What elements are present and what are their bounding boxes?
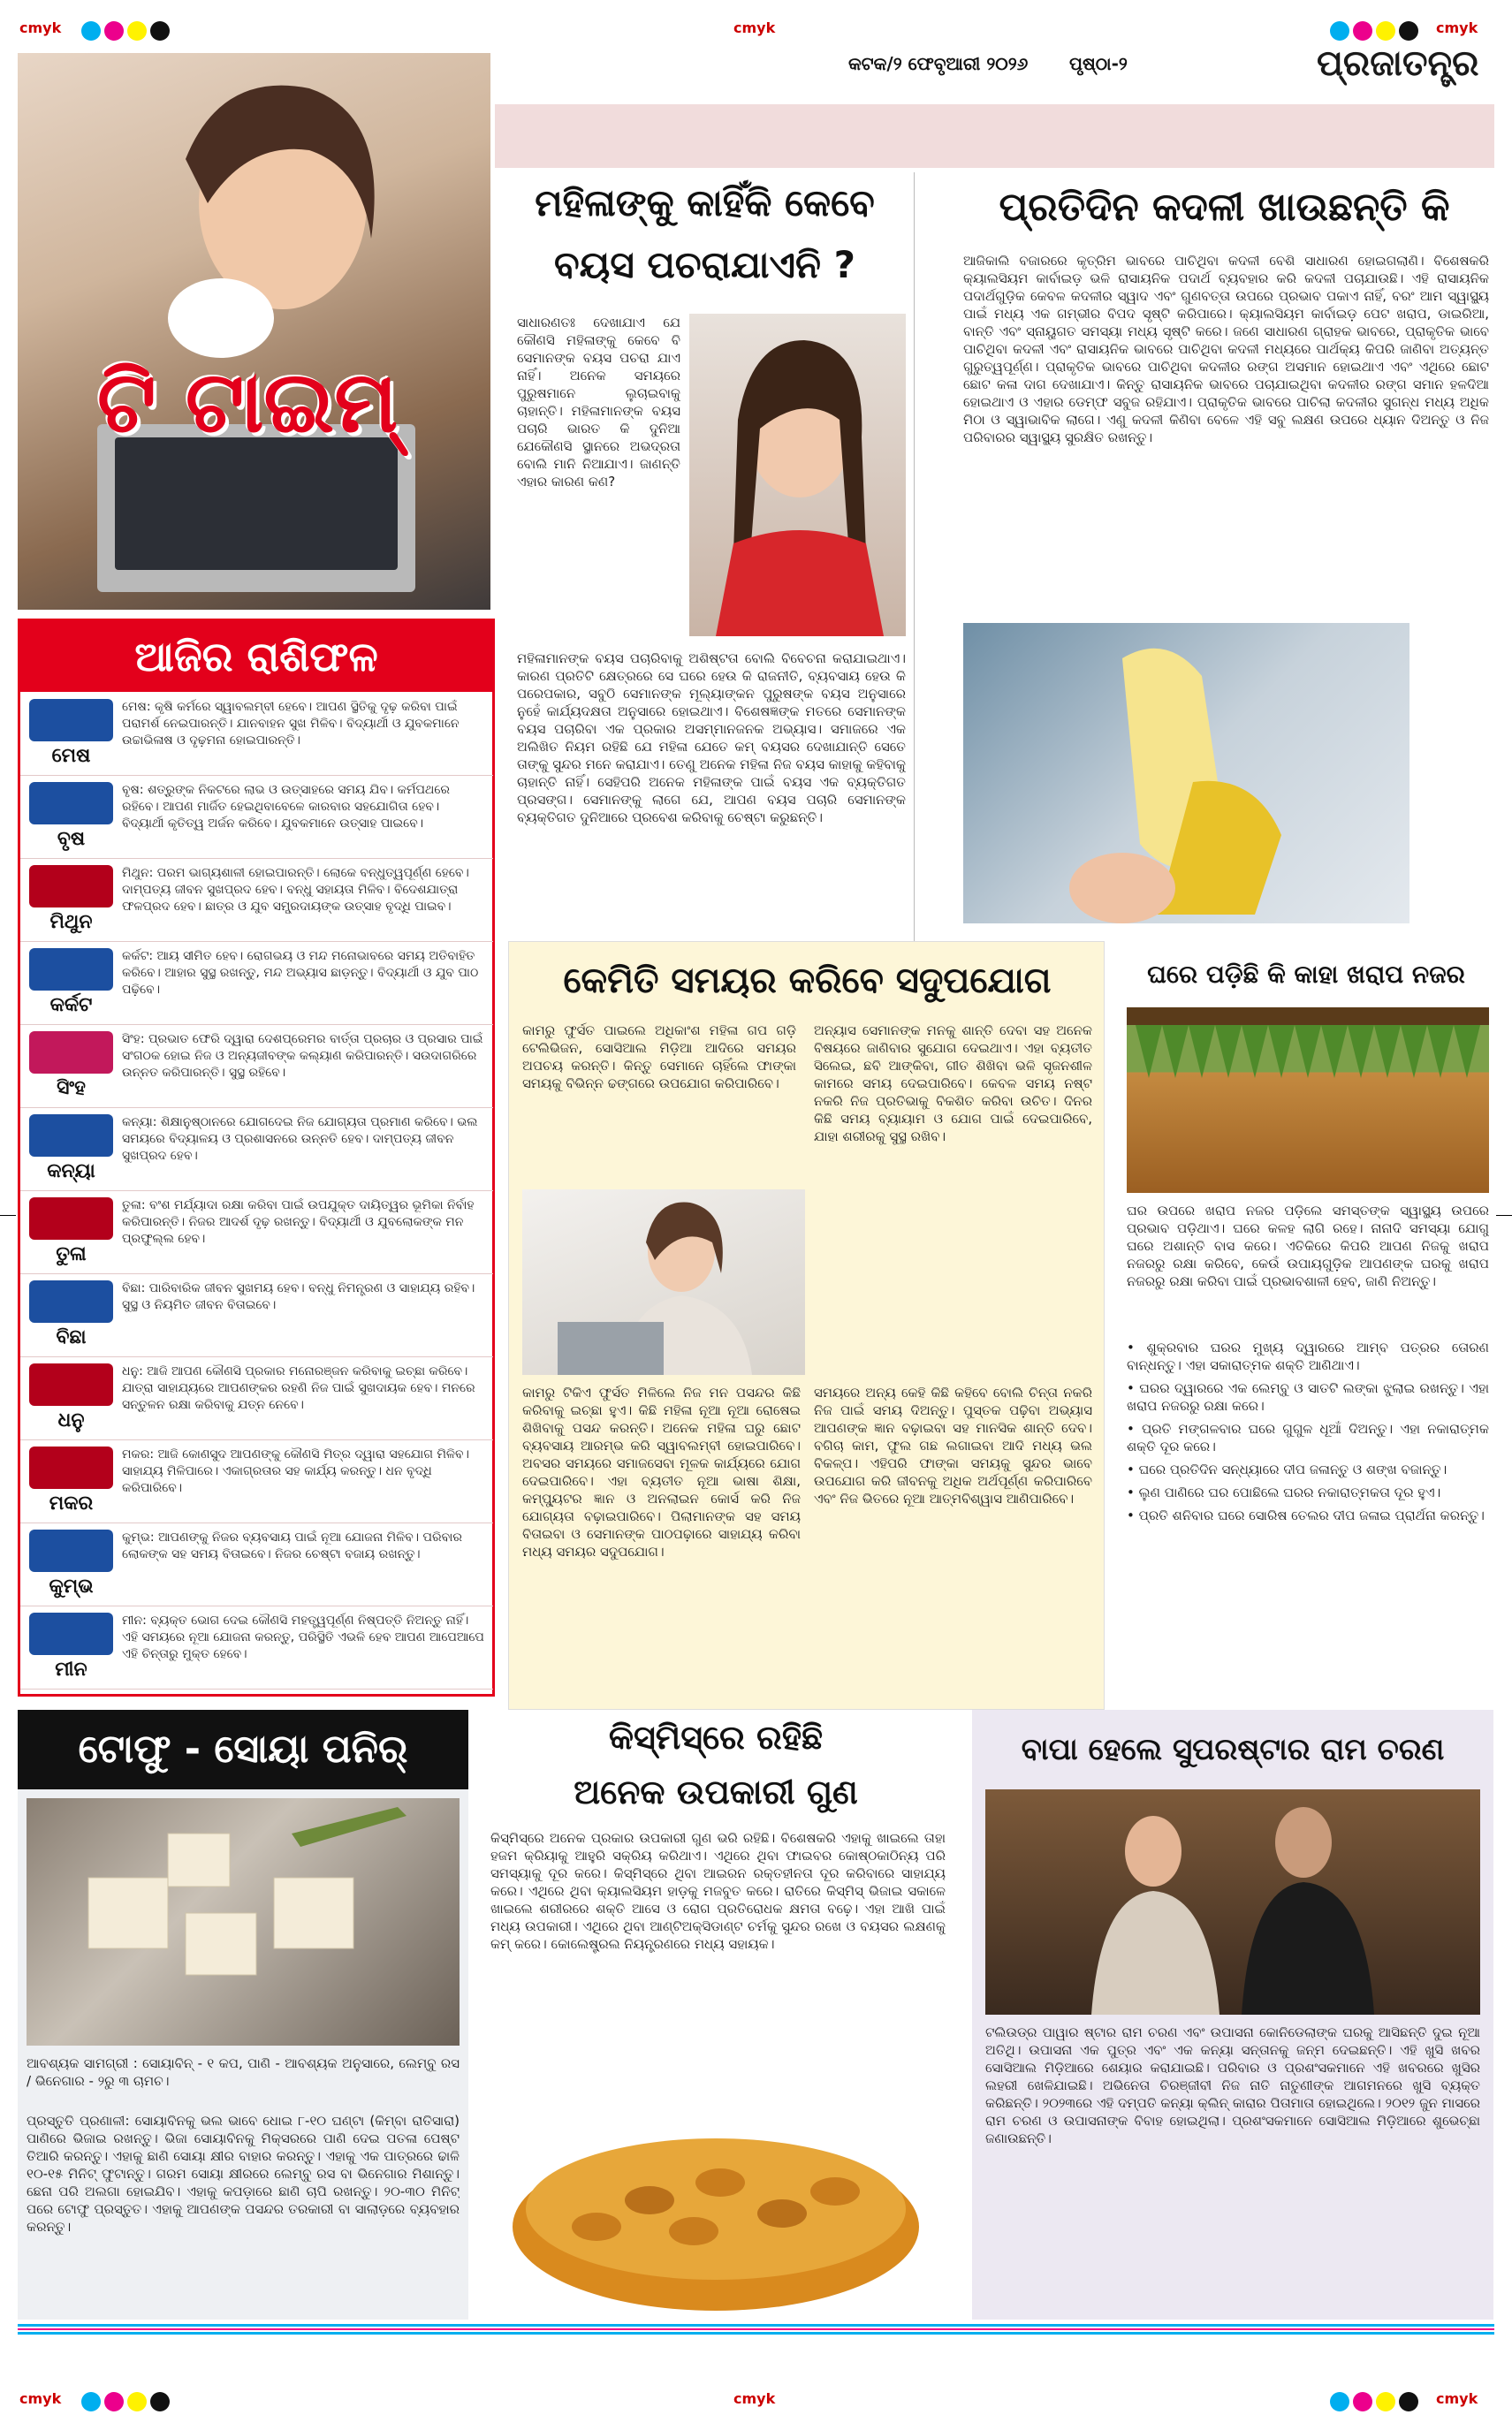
rashi-prediction: ସିଂହ: ପ୍ରଭାତ ଫେରି ଦ୍ୱାରା ଦେଶପ୍ରେମର ବାର୍ତ୍ତା ପ୍ରଚାର ଓ ପ୍ରସାର ପାଇଁ ସଂଗଠକ ହୋଇ ନିଜ ଓ ଅନ୍ୟଜୀବଙ୍କ କଲ୍ୟାଣ କରିପାରନ୍ତି। ସଉଦାଗରିରେ ଉନ୍ନତ କରିପାରନ୍ତି। ସୁସ୍ଥ ରହିବେ। bbox=[122, 1032, 483, 1080]
header-band bbox=[495, 104, 1494, 168]
rashi-name: କର୍କଟ bbox=[49, 994, 93, 1016]
aquarius-icon bbox=[29, 1530, 113, 1572]
tofu-photo bbox=[27, 1798, 460, 2046]
rashi-row bbox=[20, 1026, 493, 1108]
reg-dot-magenta bbox=[104, 21, 124, 41]
banana-article bbox=[954, 172, 1494, 932]
nazar-title: ଘରେ ପଡ଼ିଛି କି କାହା ଖରାପ ନଜର bbox=[1147, 960, 1465, 989]
rashi-row bbox=[20, 1109, 493, 1191]
cmyk-label: cmyk bbox=[19, 2390, 62, 2407]
ramcharan-body: ଟଲିଉଡ୍‌ର ପାୱାର ଷ୍ଟାର ରାମ ଚରଣ ଏବଂ ଉପାସନା କୋନିଡେଲାଙ୍କ ଘରକୁ ଆସିଛନ୍ତି ଦୁଇ ନୂଆ ଅତିଥି। ଉପାସନା ଏକ ପୁତ୍ର ଏବଂ ଏକ କନ୍ୟା ସନ୍ତାନକୁ ଜନ୍ମ ଦେଇଛନ୍ତି। ଏହି ଖୁସି ଖବର ସୋସିଆଲ ମିଡ଼ିଆରେ ଶେୟାର କରାଯାଇଛି। ପରିବାର ଓ ପ୍ରଶଂସକମାନେ ଏହି ଖବରରେ ଖୁସିର ଲହରୀ ଖେଳିଯାଇଛି। ଅଭିନେତା ଚିରଞ୍ଜୀବୀ ନିଜ ନାତି ନାତୁଣୀଙ୍କ ଆଗମନରେ ଖୁସି ବ୍ୟକ୍ତ କରିଛନ୍ତି। ୨୦୨୩ରେ ଏହି ଦମ୍ପତି କନ୍ୟା କ୍ଲିନ୍ କାରାର ପିତାମାତା ହୋଇଥିଲେ। ୨୦୧୨ ଜୁନ ମାସରେ ରାମ ଚରଣ ଓ ଉପାସନାଙ୍କ ବିବାହ ହୋଇଥିଲା। ପ୍ରଶଂସକମାନେ ସୋସିଆଲ ମିଡ଼ିଆରେ ଶୁଭେଚ୍ଛା ଜଣାଉଛନ୍ତି। bbox=[985, 2024, 1480, 2146]
ramcharan-article bbox=[972, 1710, 1493, 2320]
rashi-row bbox=[20, 1275, 493, 1357]
capricorn-icon bbox=[29, 1447, 113, 1489]
ramcharan-title: ବାପା ହେଲେ ସୁପରଷ୍ଟାର ରାମ ଚରଣ bbox=[1021, 1732, 1445, 1767]
top-left-cmyk bbox=[19, 19, 196, 46]
reg-dot-black bbox=[150, 21, 170, 41]
time-body3: ସମୟରେ ଅନ୍ୟ କେହି କିଛି କହିବେ ବୋଲି ଚିନ୍ତା ନକରି ନିଜ ପାଇଁ ସମୟ ଦିଅନ୍ତୁ। ପୁସ୍ତକ ପଢ଼ିବା ଅଭ୍ୟାସ ଆପଣଙ୍କ ଜ୍ଞାନ ବଢ଼ାଇବା ସହ ମାନସିକ ଶାନ୍ତି ଦେବ। ବଗିଚା କାମ, ଫୁଲ ଗଛ ଲଗାଇବା ଆଦି ମଧ୍ୟ ଭଲ ବିକଳ୍ପ। ଏହିପରି ଫାଙ୍କା ସମୟକୁ ସୁନ୍ଦର ଭାବେ ଉପଯୋଗ କରି ଜୀବନକୁ ଅଧିକ ଅର୍ଥପୂର୍ଣ୍ଣ କରିପାରିବେ ଏବଂ ନିଜ ଭିତରେ ନୂଆ ଆତ୍ମବିଶ୍ୱାସ ଆଣିପାରିବେ। bbox=[814, 1385, 1092, 1507]
woman-with-cup-illustration bbox=[18, 53, 490, 610]
rashifal-title: ଆଜିର ରାଶିଫଳ bbox=[20, 621, 492, 692]
tea-time-photo bbox=[18, 53, 490, 610]
taurus-icon bbox=[29, 782, 113, 824]
rashi-prediction: ବୃଷ: ଶତ୍ରୁଙ୍କ ନିକଟରେ ଲାଭ ଓ ଉତ୍ସାହରେ ସମୟ ଯିବ। କର୍ମପଥରେ ରହିବେ। ଆପଣ ମାର୍ଜିତ ହେଇଥିବାବେଳେ କାରବାର ସହଯୋଗିତା ହେବ। ବିଦ୍ୟାର୍ଥୀ କୃତିତ୍ୱ ଅର୍ଜନ କରିବେ। ଯୁବକମାନେ ଉତ୍ସାହ ପାଇବେ। bbox=[122, 783, 451, 831]
pisces-icon bbox=[29, 1613, 113, 1655]
scorpio-icon bbox=[29, 1280, 113, 1323]
bottom-color-rule bbox=[18, 2324, 1494, 2335]
rashi-name: କନ୍ୟା bbox=[47, 1160, 95, 1182]
rashi-row bbox=[20, 1192, 493, 1274]
dateline: କଟକ/୨ ଫେବୃଆରୀ ୨୦୨୬ bbox=[848, 53, 1029, 74]
tofu-cubes-illustration bbox=[27, 1798, 460, 2046]
rashi-prediction: ମେଷ: କୃଷି କର୍ମରେ ସ୍ୱାବଲମ୍ବୀ ହେବେ। ଆପଣ ସ୍ଥିତିକୁ ଦୃଢ଼ କରିବା ପାଇଁ ପରାମର୍ଶ ନେଇପାରନ୍ତି। ଯାନବାହନ ସୁଖ ମିଳିବ। ବିଦ୍ୟାର୍ଥୀ ଓ ଯୁବକମାନେ ଉଚ୍ଚାଭିଳାଷ ଓ ଦୃଢ଼ମନା ହୋଇପାରନ୍ତି। bbox=[122, 700, 460, 748]
rashi-row bbox=[20, 694, 493, 776]
time-title: କେମିତି ସମୟର କରିବେ ସଦୁପଯୋଗ bbox=[563, 961, 1052, 1001]
nazar-tip: • ପ୍ରତି ଶନିବାର ଘରେ ସୋରିଷ ତେଲର ଦୀପ ଜଳାଇ ପ୍ରାର୍ଥନା କରନ୍ତୁ। bbox=[1127, 1507, 1485, 1523]
rashi-name: ଧନୁ bbox=[57, 1409, 85, 1431]
banana-title: ପ୍ରତିଦିନ କଦଳୀ ଖାଉଛନ୍ତି କି bbox=[999, 185, 1450, 230]
rashi-row bbox=[20, 777, 493, 859]
rashi-name: ତୁଳା bbox=[56, 1243, 87, 1265]
cmyk-label: cmyk bbox=[733, 2390, 776, 2407]
cancer-icon bbox=[29, 948, 113, 991]
rashi-prediction: ମିଥୁନ: ପରମ ଭାଗ୍ୟଶାଳୀ ହୋଇପାରନ୍ତି। ଲୋକେ ବନ୍ଧୁତ୍ୱପୂର୍ଣ୍ଣ ହେବେ। ଦାମ୍ପତ୍ୟ ଜୀବନ ସୁଖପ୍ରଦ ହେବ। ବନ୍ଧୁ ସହାୟତା ମିଳିବ। ବିଦେଶଯାତ୍ରା ଫଳପ୍ରଦ ହେବ। ଛାତ୍ର ଓ ଯୁବ ସମ୍ପ୍ରଦାୟଙ୍କ ଉତ୍ସାହ ବୃଦ୍ଧି ପାଇବ। bbox=[122, 866, 469, 914]
time-col2: ଅନ୍ୟାସ ସେମାନଙ୍କ ମନକୁ ଶାନ୍ତି ଦେବା ସହ ଅନେକ ବିଷୟରେ ଜାଣିବାର ସୁଯୋଗ ଦେଇଥାଏ। ଏହା ବ୍ୟତୀତ ସିଲେଇ, ଛବି ଆଙ୍କିବା, ଗୀତ ଶିଖିବା ଭଳି ସୃଜନଶୀଳ କାମରେ ସମୟ ଦେଇପାରିବେ। କେବଳ ସମୟ ନଷ୍ଟ ନକରି ନିଜ ପ୍ରତିଭାକୁ ବିକଶିତ କରିବା ଉଚିତ। ଦିନର କିଛି ସମୟ ବ୍ୟାୟାମ ଓ ଯୋଗ ପାଇଁ ଦେଇପାରିବେ, ଯାହା ଶରୀରକୁ ସୁସ୍ଥ ରଖିବ। bbox=[814, 1022, 1092, 1144]
bottom-left-cmyk bbox=[19, 2390, 196, 2417]
tofu-title: ଟୋଫୁ - ସୋୟା ପନିର୍ bbox=[18, 1710, 468, 1789]
nazar-body: ଘର ଉପରେ ଖରାପ ନଜର ପଡ଼ିଲେ ସମସ୍ତଙ୍କ ସ୍ୱାସ୍ଥ୍ୟ ଉପରେ ପ୍ରଭାବ ପଡ଼ିଥାଏ। ଘରେ କଳହ ଲାଗି ରହେ। ନାନାଦି ସମସ୍ୟା ଯୋଗୁ ଘରେ ଅଶାନ୍ତି ବାସ କରେ। ଏତିକିରେ କିପରି ଆପଣ ନିଜକୁ ଖରାପ ନଜରରୁ ରକ୍ଷା କରିବେ, କେଉଁ ଉପାୟଗୁଡ଼ିକ ଆପଣଙ୍କ ଘରକୁ ଖରାପ ନଜରରୁ ରକ୍ଷା କରିବା ପାଇଁ ପ୍ରଭାବଶାଳୀ ହେବ, ଜାଣି ନିଅନ୍ତୁ। bbox=[1127, 1203, 1489, 1289]
tofu-article bbox=[18, 1710, 468, 2320]
reg-dot-black bbox=[1399, 2392, 1418, 2411]
rashi-name: ମେଷ bbox=[51, 745, 91, 767]
nazar-tip: • ପ୍ରତି ମଙ୍ଗଳବାର ଘରେ ଗୁଗୁଳ ଧୂଆଁ ଦିଅନ୍ତୁ। ଏହା ନକାରାତ୍ମକ ଶକ୍ତି ଦୂର କରେ। bbox=[1127, 1421, 1489, 1454]
rashi-row bbox=[20, 1524, 493, 1606]
time-article bbox=[508, 941, 1105, 1710]
aging-title-line1: ମହିଳାଙ୍କୁ କାହିଁକି କେବେ bbox=[535, 181, 875, 224]
rashi-row bbox=[20, 860, 493, 942]
rashi-row bbox=[20, 1441, 493, 1523]
rashi-prediction: ତୁଳା: ବଂଶ ମର୍ଯ୍ୟାଦା ରକ୍ଷା କରିବା ପାଇଁ ଉପଯୁକ୍ତ ଦାୟିତ୍ୱର ଭୂମିକା ନିର୍ବାହ କରିପାରନ୍ତି। ନିଜର ଆଦର୍ଶ ଦୃଢ଼ ରଖନ୍ତୁ। ବିଦ୍ୟାର୍ଥୀ ଓ ଯୁବଲୋକଙ୍କ ମନ ପ୍ରଫୁଲ୍ଲ ହେବ। bbox=[122, 1198, 475, 1246]
cmyk-label: cmyk bbox=[733, 19, 776, 36]
rashi-prediction: ବିଛା: ପାରିବାରିକ ଜୀବନ ସୁଖମୟ ହେବ। ବନ୍ଧୁ ନିମନ୍ତ୍ରଣ ଓ ସାହାଯ୍ୟ ରହିବ। ସୁସ୍ଥ ଓ ନିୟମିତ ଜୀବନ ବିତାଇବେ। bbox=[122, 1281, 475, 1312]
nazar-tip: • ଶୁକ୍ରବାର ଘରର ମୁଖ୍ୟ ଦ୍ୱାରରେ ଆମ୍ବ ପତ୍ରର ତୋରଣ ବାନ୍ଧନ୍ତୁ। ଏହା ସକାରାତ୍ମକ ଶକ୍ତି ଆଣିଥାଏ। bbox=[1127, 1340, 1489, 1373]
aging-intro: ସାଧାରଣତଃ ଦେଖାଯାଏ ଯେ କୌଣସି ମହିଳାଙ୍କୁ କେବେ ବି ସେମାନଙ୍କ ବୟସ ପଚରା ଯାଏ ନାହିଁ। ଅନେକ ସମୟରେ ପୁରୁଷମାନେ ଲୁଚାଇବାକୁ ଚାହାନ୍ତି। ମହିଳାମାନଙ୍କ ବୟସ ପଚାରି ଭାରତ କି ଦୁନିଆ ଯେକୌଣସି ସ୍ଥାନରେ ଅଭଦ୍ରତା ବୋଲି ମାନି ନିଆଯାଏ। ଜାଣନ୍ତି ଏହାର କାରଣ କଣ? bbox=[517, 315, 680, 490]
cmyk-label: cmyk bbox=[1436, 19, 1478, 36]
rashi-row bbox=[20, 1607, 493, 1690]
rashi-name: ବିଛା bbox=[56, 1326, 87, 1348]
tofu-ingredients: ଆବଶ୍ୟକ ସାମଗ୍ରୀ : ସୋୟାବିନ୍ - ୧ କପ, ପାଣି - ଆବଶ୍ୟକ ଅନୁସାରେ, ଲେମ୍ବୁ ରସ / ଭିନେଗାର - ୨ରୁ ୩ ଚାମଚ। bbox=[27, 2055, 460, 2089]
sagittarius-icon bbox=[29, 1363, 113, 1406]
page-number: ପୃଷ୍ଠା-୨ bbox=[1069, 53, 1128, 74]
reg-dot-yellow bbox=[127, 2392, 147, 2411]
virgo-icon bbox=[29, 1114, 113, 1157]
nazar-tip: • ଲୁଣ ପାଣିରେ ଘର ପୋଛିଲେ ଘରର ନକାରାତ୍ମକତା ଦୂର ହୁଏ। bbox=[1127, 1485, 1441, 1500]
rashi-name: ମିଥୁନ bbox=[49, 911, 93, 933]
leo-icon bbox=[29, 1031, 113, 1074]
aries-icon bbox=[29, 699, 113, 741]
couple-photo-illustration bbox=[985, 1789, 1480, 2015]
top-center-cmyk bbox=[733, 19, 786, 46]
rashi-prediction: କର୍କଟ: ଆୟ ସୀମିତ ହେବ। ରୋଗଭୟ ଓ ମନ୍ଦ ମନୋଭାବରେ ସମୟ ଅତିବାହିତ କରିବେ। ଆହାର ସୁସ୍ଥ ରଖନ୍ତୁ, ମନ୍ଦ ଅଭ୍ୟାସ ଛାଡ଼ନ୍ତୁ। ବିଦ୍ୟାର୍ଥୀ ଓ ଯୁବ ପାଠ ପଢ଼ିବେ। bbox=[122, 949, 479, 997]
aging-body: ମହିଳାମାନଙ୍କ ବୟସ ପଚାରିବାକୁ ଅଶିଷ୍ଟତା ବୋଲି ବିବେଚନା କରାଯାଇଥାଏ। କାରଣ ପ୍ରତିଟି କ୍ଷେତ୍ରରେ ସେ ଘରେ ହେଉ କି ରାଜନୀତି, ବ୍ୟବସାୟ ହେଉ କି ପରେପକାର, ସବୁଠି ସେମାନଙ୍କ ମୂଲ୍ୟାଙ୍କନ ପୁରୁଷଙ୍କ ବୟସ ଅନୁସାରେ ନୁହେଁ କାର୍ଯ୍ୟଦକ୍ଷତା ଅନୁସାରେ ହୋଇଥାଏ। ବିଶେଷଜ୍ଞଙ୍କ ମତରେ ସେମାନଙ୍କ ବୟସ ପଚାରିବା ଏକ ପ୍ରକାର ଅସମ୍ମାନଜନକ ଅଭ୍ୟାସ। ସମାଜରେ ଏକ ଅଲିଖିତ ନିୟମ ରହିଛି ଯେ ମହିଳା ଯେତେ କମ୍ ବୟସର ଦେଖାଯାନ୍ତି ସେତେ ତାଙ୍କୁ ସୁନ୍ଦର ମନେ କରାଯାଏ। ତେଣୁ ଅନେକ ମହିଳା ନିଜ ବୟସ କାହାକୁ କହିବାକୁ ଚାହାନ୍ତି ନାହିଁ। ସେହିପରି ଅନେକ ମହିଳାଙ୍କ ପାଇଁ ବୟସ ଏକ ବ୍ୟକ୍ତିଗତ ପ୍ରସଙ୍ଗ। ସେମାନଙ୍କୁ ଲାଗେ ଯେ, ଆପଣ ବୟସ ପଚାରି ସେମାନଙ୍କ ବ୍ୟକ୍ତିଗତ ଦୁନିଆରେ ପ୍ରବେଶ କରିବାକୁ ଚେଷ୍ଟା କରୁଛନ୍ତି। bbox=[517, 650, 906, 825]
kishmish-body: କିସ୍ମିସ୍‌ରେ ଅନେକ ପ୍ରକାର ଉପକାରୀ ଗୁଣ ଭରି ରହିଛି। ବିଶେଷକରି ଏହାକୁ ଖାଇଲେ ତାହା ହଜମ କ୍ରିୟାକୁ ଆହୁରି ସକ୍ରିୟ କରିଥାଏ। ଏଥିରେ ଥିବା ଫାଇବର କୋଷ୍ଠକାଠିନ୍ୟ ପରି ସମସ୍ୟାକୁ ଦୂର କରେ। କିସ୍ମିସ୍‌ରେ ଥିବା ଆଇରନ ରକ୍ତହୀନତା ଦୂର କରିବାରେ ସାହାଯ୍ୟ କରେ। ଏଥିରେ ଥିବା କ୍ୟାଲସିୟମ ହାଡ଼କୁ ମଜବୁତ କରେ। ରାତିରେ କିସ୍ମିସ୍ ଭିଜାଇ ସକାଳେ ଖାଇଲେ ଶରୀରରେ ଶକ୍ତି ଆସେ ଓ ରୋଗ ପ୍ରତିରୋଧକ କ୍ଷମତା ବଢ଼େ। ଏହା ଆଖି ପାଇଁ ମଧ୍ୟ ଉପକାରୀ। ଏଥିରେ ଥିବା ଆଣ୍ଟିଅକ୍ସିଡାଣ୍ଟ ଚର୍ମକୁ ସୁନ୍ଦର ରଖେ ଓ ବୟସର ଲକ୍ଷଣକୁ କମ୍ କରେ। କୋଲେଷ୍ଟ୍ରଲ ନିୟନ୍ତ୍ରଣରେ ମଧ୍ୟ ସହାୟକ। bbox=[490, 1830, 946, 1952]
rashi-row bbox=[20, 943, 493, 1025]
kishmish-title-line1: କିସ୍ମିସ୍‌ରେ ରହିଛି bbox=[608, 1718, 824, 1757]
rashi-name: ମୀନ bbox=[55, 1659, 87, 1681]
nazar-photo bbox=[1127, 1007, 1489, 1193]
rashi-prediction: କୁମ୍ଭ: ଆପଣଙ୍କୁ ନିଜର ବ୍ୟବସାୟ ପାଇଁ ନୂଆ ଯୋଜନା ମିଳିବ। ପରିବାର ଲୋକଙ୍କ ସହ ସମୟ ବିତାଇବେ। ନିଜର ଚେଷ୍ଟା ବଜାୟ ରଖନ୍ତୁ। bbox=[122, 1530, 462, 1561]
rashi-name: ବୃଷ bbox=[57, 828, 86, 850]
gemini-icon bbox=[29, 865, 113, 907]
cmyk-label: cmyk bbox=[1436, 2390, 1478, 2407]
rashi-prediction: ମକର: ଆଜି କୋଣସୁଦ ଆପଣଙ୍କୁ କୌଣସି ମିତ୍ର ଦ୍ୱାରା ସହଯୋଗ ମିଳିବ। ସାହାଯ୍ୟ ମିଳିପାରେ। ଏକାଗ୍ରତାର ସହ କାର୍ଯ୍ୟ କରନ୍ତୁ। ଧନ ବୃଦ୍ଧି କରିପାରିବେ। bbox=[122, 1447, 469, 1495]
reg-dot-black bbox=[150, 2392, 170, 2411]
kishmish-title-line2: ଅନେକ ଉପକାରୀ ଗୁଣ bbox=[574, 1773, 858, 1811]
smiling-woman-illustration bbox=[689, 314, 906, 636]
rashifal-section bbox=[18, 619, 495, 1697]
cmyk-label: cmyk bbox=[19, 19, 62, 36]
mango-leaf-toran-illustration bbox=[1127, 1007, 1489, 1193]
rashi-name: କୁମ୍ଭ bbox=[49, 1576, 94, 1598]
reg-dot-yellow bbox=[1376, 21, 1395, 41]
aging-title-line2: ବୟସ ପଚରାଯାଏନି ? bbox=[554, 243, 855, 286]
kishmish-photo bbox=[499, 2103, 932, 2315]
rashi-prediction: ମୀନ: ବ୍ୟକ୍ତ ଭୋଗ ଦେଇ କୌଣସି ମହତ୍ତ୍ୱପୂର୍ଣ୍ଣ ନିଷ୍ପତ୍ତି ନିଅନ୍ତୁ ନାହିଁ। ଏହି ସମୟରେ ନୂଆ ଯୋଜନା କରନ୍ତୁ, ପରିସ୍ଥିତି ଏଭଳି ହେବ ଆପଣ ଆପେଆପେ ଏହି ଚିନ୍ତାରୁ ମୁକ୍ତ ହେବେ। bbox=[122, 1614, 484, 1661]
aging-photo bbox=[689, 314, 906, 636]
rashifal-list bbox=[20, 694, 492, 1692]
kishmish-article bbox=[482, 1710, 950, 2320]
tofu-method: ପ୍ରସ୍ତୁତି ପ୍ରଣାଳୀ: ସୋୟାବିନକୁ ଭଲ ଭାବେ ଧୋଇ ୮-୧୦ ଘଣ୍ଟା (କିମ୍ବା ରାତିସାରା) ପାଣିରେ ଭିଜାଇ ରଖନ୍ତୁ। ଭିଜା ସୋୟାବିନକୁ ମିକ୍ସରରେ ପାଣି ଦେଇ ପତଳା ପେଷ୍ଟ ତିଆରି କରନ୍ତୁ। ଏହାକୁ ଛାଣି ସୋୟା କ୍ଷୀର ବାହାର କରନ୍ତୁ। ଏହାକୁ ଏକ ପାତ୍ରରେ ଢାଳି ୧୦-୧୫ ମିନିଟ୍ ଫୁଟାନ୍ତୁ। ଗରମ ସୋୟା କ୍ଷୀରରେ ଲେମ୍ବୁ ରସ ବା ଭିନେଗାର ମିଶାନ୍ତୁ। ଛେନା ପରି ଅଲଗା ହୋଇଯିବ। ଏହାକୁ କପଡ଼ାରେ ଛାଣି ଚାପି ରଖନ୍ତୁ। ୨୦-୩୦ ମିନିଟ୍ ପରେ ଟୋଫୁ ପ୍ରସ୍ତୁତ। ଏହାକୁ ଆପଣଙ୍କ ପସନ୍ଦର ତରକାରୀ ବା ସାଲାଡ଼ରେ ବ୍ୟବହାର କରନ୍ତୁ। bbox=[27, 2113, 460, 2235]
rashi-row bbox=[20, 1358, 493, 1440]
bottom-center-cmyk bbox=[733, 2390, 786, 2417]
woman-with-phone-illustration bbox=[522, 1189, 805, 1375]
reg-dot-magenta bbox=[104, 2392, 124, 2411]
banana-photo bbox=[963, 623, 1409, 923]
reg-dot-magenta bbox=[1353, 21, 1372, 41]
rashi-prediction: ଧନୁ: ଆଜି ଆପଣ କୌଣସି ପ୍ରକାର ମନୋରଞ୍ଜନ କରିବାକୁ ଇଚ୍ଛା କରିବେ। ଯାତ୍ରା ସାହାଯ୍ୟରେ ଆପଣଙ୍କର ରହଣି ନିଜ ପାଇଁ ସୁଖଦାୟକ ହେବ। ମନରେ ସନ୍ତୁଳନ ରକ୍ଷା କରିବାକୁ ଯତ୍ନ ନେବେ। bbox=[122, 1364, 475, 1412]
tea-time-title: ଟି ଟାଇମ୍ bbox=[96, 353, 399, 452]
libra-icon bbox=[29, 1197, 113, 1240]
rashi-prediction: କନ୍ୟା: ଶିକ୍ଷାନୁଷ୍ଠାନରେ ଯୋଗଦେଇ ନିଜ ଯୋଗ୍ୟତା ପ୍ରମାଣ କରିବେ। ଭଲ ସମୟରେ ବିଦ୍ୟାଳୟ ଓ ପ୍ରଶାସନରେ ଉନ୍ନତି ହେବ। ଦାମ୍ପତ୍ୟ ଜୀବନ ସୁଖପ୍ରଦ ହେବ। bbox=[122, 1115, 478, 1163]
reg-dot-cyan bbox=[81, 21, 101, 41]
crop-mark-right bbox=[1496, 1215, 1512, 1216]
time-body2: କାମରୁ ଟିକିଏ ଫୁର୍ସତ ମିଳିଲେ ନିଜ ମନ ପସନ୍ଦର କିଛି କରିବାକୁ ଇଚ୍ଛା ହୁଏ। କିଛି ମହିଳା ନୂଆ ନୂଆ ରୋଷେଇ ଶିଖିବାକୁ ପସନ୍ଦ କରନ୍ତି। ଅନେକ ମହିଳା ଘରୁ ଛୋଟ ବ୍ୟବସାୟ ଆରମ୍ଭ କରି ସ୍ୱାବଲମ୍ବୀ ହୋଇପାରିବେ। ଅବସର ସମୟରେ ସମାଜସେବା ମୂଳକ କାର୍ଯ୍ୟରେ ଯୋଗ ଦେଇପାରିବେ। ଏହା ବ୍ୟତୀତ ନୂଆ ଭାଷା ଶିକ୍ଷା, କମ୍ପ୍ୟୁଟର ଜ୍ଞାନ ଓ ଅନଲାଇନ କୋର୍ସ କରି ନିଜ ଯୋଗ୍ୟତା ବଢ଼ାଇପାରିବେ। ପିଲାମାନଙ୍କ ସହ ସମୟ ବିତାଇବା ଓ ସେମାନଙ୍କ ପାଠପଢ଼ାରେ ସାହାଯ୍ୟ କରିବା ମଧ୍ୟ ସମୟର ସଦୁପଯୋଗ। bbox=[522, 1385, 801, 1560]
raisin-bowl-illustration bbox=[499, 2103, 932, 2315]
woman-eating-banana-illustration bbox=[963, 623, 1409, 923]
rashi-name: ମକର bbox=[49, 1492, 94, 1515]
time-photo bbox=[522, 1189, 805, 1375]
reg-dot-cyan bbox=[81, 2392, 101, 2411]
reg-dot-magenta bbox=[1353, 2392, 1372, 2411]
masthead-logo: ପ୍ରଜାତନ୍ତ୍ର bbox=[1317, 42, 1479, 84]
rashi-name: ସିଂହ bbox=[57, 1077, 86, 1099]
bottom-right-cmyk bbox=[1326, 2390, 1502, 2417]
nazar-article bbox=[1118, 941, 1494, 1710]
time-col1: କାମରୁ ଫୁର୍ସତ ପାଇଲେ ଅଧିକାଂଶ ମହିଳା ଗପ ଗଡ଼ି ଟେଲିଭିଜନ, ସୋସିଆଲ ମିଡ଼ିଆ ଆଦିରେ ସମୟର ଅପଚୟ କରନ୍ତି। କିନ୍ତୁ ସେମାନେ ଚାହିଁଲେ ଫାଙ୍କା ସମୟକୁ ବିଭିନ୍ନ ଢଙ୍ଗରେ ଉପଯୋଗ କରିପାରିବେ। bbox=[522, 1022, 796, 1091]
nazar-tips bbox=[1127, 1339, 1489, 1701]
reg-dot-cyan bbox=[1330, 2392, 1349, 2411]
ramcharan-photo bbox=[985, 1789, 1480, 2015]
banana-body: ଆଜିକାଲି ବଜାରରେ କୃତ୍ରିମ ଭାବରେ ପାଚିଥିବା କଦଳୀ ବେଶି ସାଧାରଣ ହୋଇଗଲାଣି। ବିଶେଷକରି କ୍ୟାଲସିୟମ କାର୍ବାଇଡ଼ ଭଳି ରାସାୟନିକ ପଦାର୍ଥ ବ୍ୟବହାର କରି କଦଳୀ ପଚାଯାଉଛି। ଏହି ରାସାୟନିକ ପଦାର୍ଥଗୁଡ଼ିକ କେବଳ କଦଳୀର ସ୍ୱାଦ ଏବଂ ଗୁଣବତ୍ତା ଉପରେ ପ୍ରଭାବ ପକାଏ ନାହିଁ, ବରଂ ଆମ ସ୍ୱାସ୍ଥ୍ୟ ପାଇଁ ମଧ୍ୟ ଏକ ଗମ୍ଭୀର ବିପଦ ସୃଷ୍ଟି କରିପାରେ। କ୍ୟାଲସିୟମ କାର୍ବାଇଡ଼ ପେଟ ଖରାପ, ଡାଇରିଆ, ବାନ୍ତି ଏବଂ ସ୍ନାୟୁଗତ ସମସ୍ୟା ମଧ୍ୟ ସୃଷ୍ଟି କରେ। ଜଣେ ସାଧାରଣ ଗ୍ରାହକ ଭାବରେ, ପ୍ରାକୃତିକ ଭାବେ ପାଚିଥିବା କଦଳୀ ଏବଂ ରାସାୟନିକ ଭାବରେ ପାଚିଥିବା କଦଳୀ ମଧ୍ୟରେ ପାର୍ଥକ୍ୟ କିପରି ଜାଣିବା ଅତ୍ୟନ୍ତ ଗୁରୁତ୍ୱପୂର୍ଣ୍ଣ। ପ୍ରାକୃତିକ ଭାବରେ ପାଚିଥିବା କଦଳୀର ରଙ୍ଗ ଅସମାନ ହୋଇଥାଏ ଏବଂ ଏଥିରେ ଛୋଟ ଛୋଟ କଳା ଦାଗ ଦେଖାଯାଏ। କିନ୍ତୁ ରାସାୟନିକ ଭାବରେ ପଚାଯାଇଥିବା କଦଳୀର ରଙ୍ଗ ସମାନ ହଳଦିଆ ହୋଇଥାଏ ଓ ଏହାର ଡେମ୍ଫ ସବୁଜ ରହିଯାଏ। ପ୍ରାକୃତିକ ଭାବରେ ପାଚିଲା କଦଳୀର ସୁଗନ୍ଧ ମଧ୍ୟ ଅଧିକ ମିଠା ଓ ସ୍ୱାଭାବିକ ଲାଗେ। ଏଣୁ କଦଳୀ କିଣିବା ବେଳେ ଏହି ସବୁ ଲକ୍ଷଣ ଉପରେ ଧ୍ୟାନ ଦିଅନ୍ତୁ ଓ ନିଜ ପରିବାରର ସ୍ୱାସ୍ଥ୍ୟ ସୁରକ୍ଷିତ ରଖନ୍ତୁ। bbox=[963, 253, 1489, 445]
crop-mark-left bbox=[0, 1215, 16, 1216]
reg-dot-cyan bbox=[1330, 21, 1349, 41]
nazar-tip: • ଘରେ ପ୍ରତିଦିନ ସନ୍ଧ୍ୟାରେ ଦୀପ ଜଳାନ୍ତୁ ଓ ଶଙ୍ଖ ବଜାନ୍ତୁ। bbox=[1127, 1462, 1447, 1477]
reg-dot-black bbox=[1399, 21, 1418, 41]
reg-dot-yellow bbox=[127, 21, 147, 41]
nazar-tip: • ଘରର ଦ୍ୱାରରେ ଏକ ଲେମ୍ବୁ ଓ ସାତଟି ଲଙ୍କା ଝୁଲାଇ ରଖନ୍ତୁ। ଏହା ଖରାପ ନଜରରୁ ରକ୍ଷା କରେ। bbox=[1127, 1380, 1489, 1414]
reg-dot-yellow bbox=[1376, 2392, 1395, 2411]
